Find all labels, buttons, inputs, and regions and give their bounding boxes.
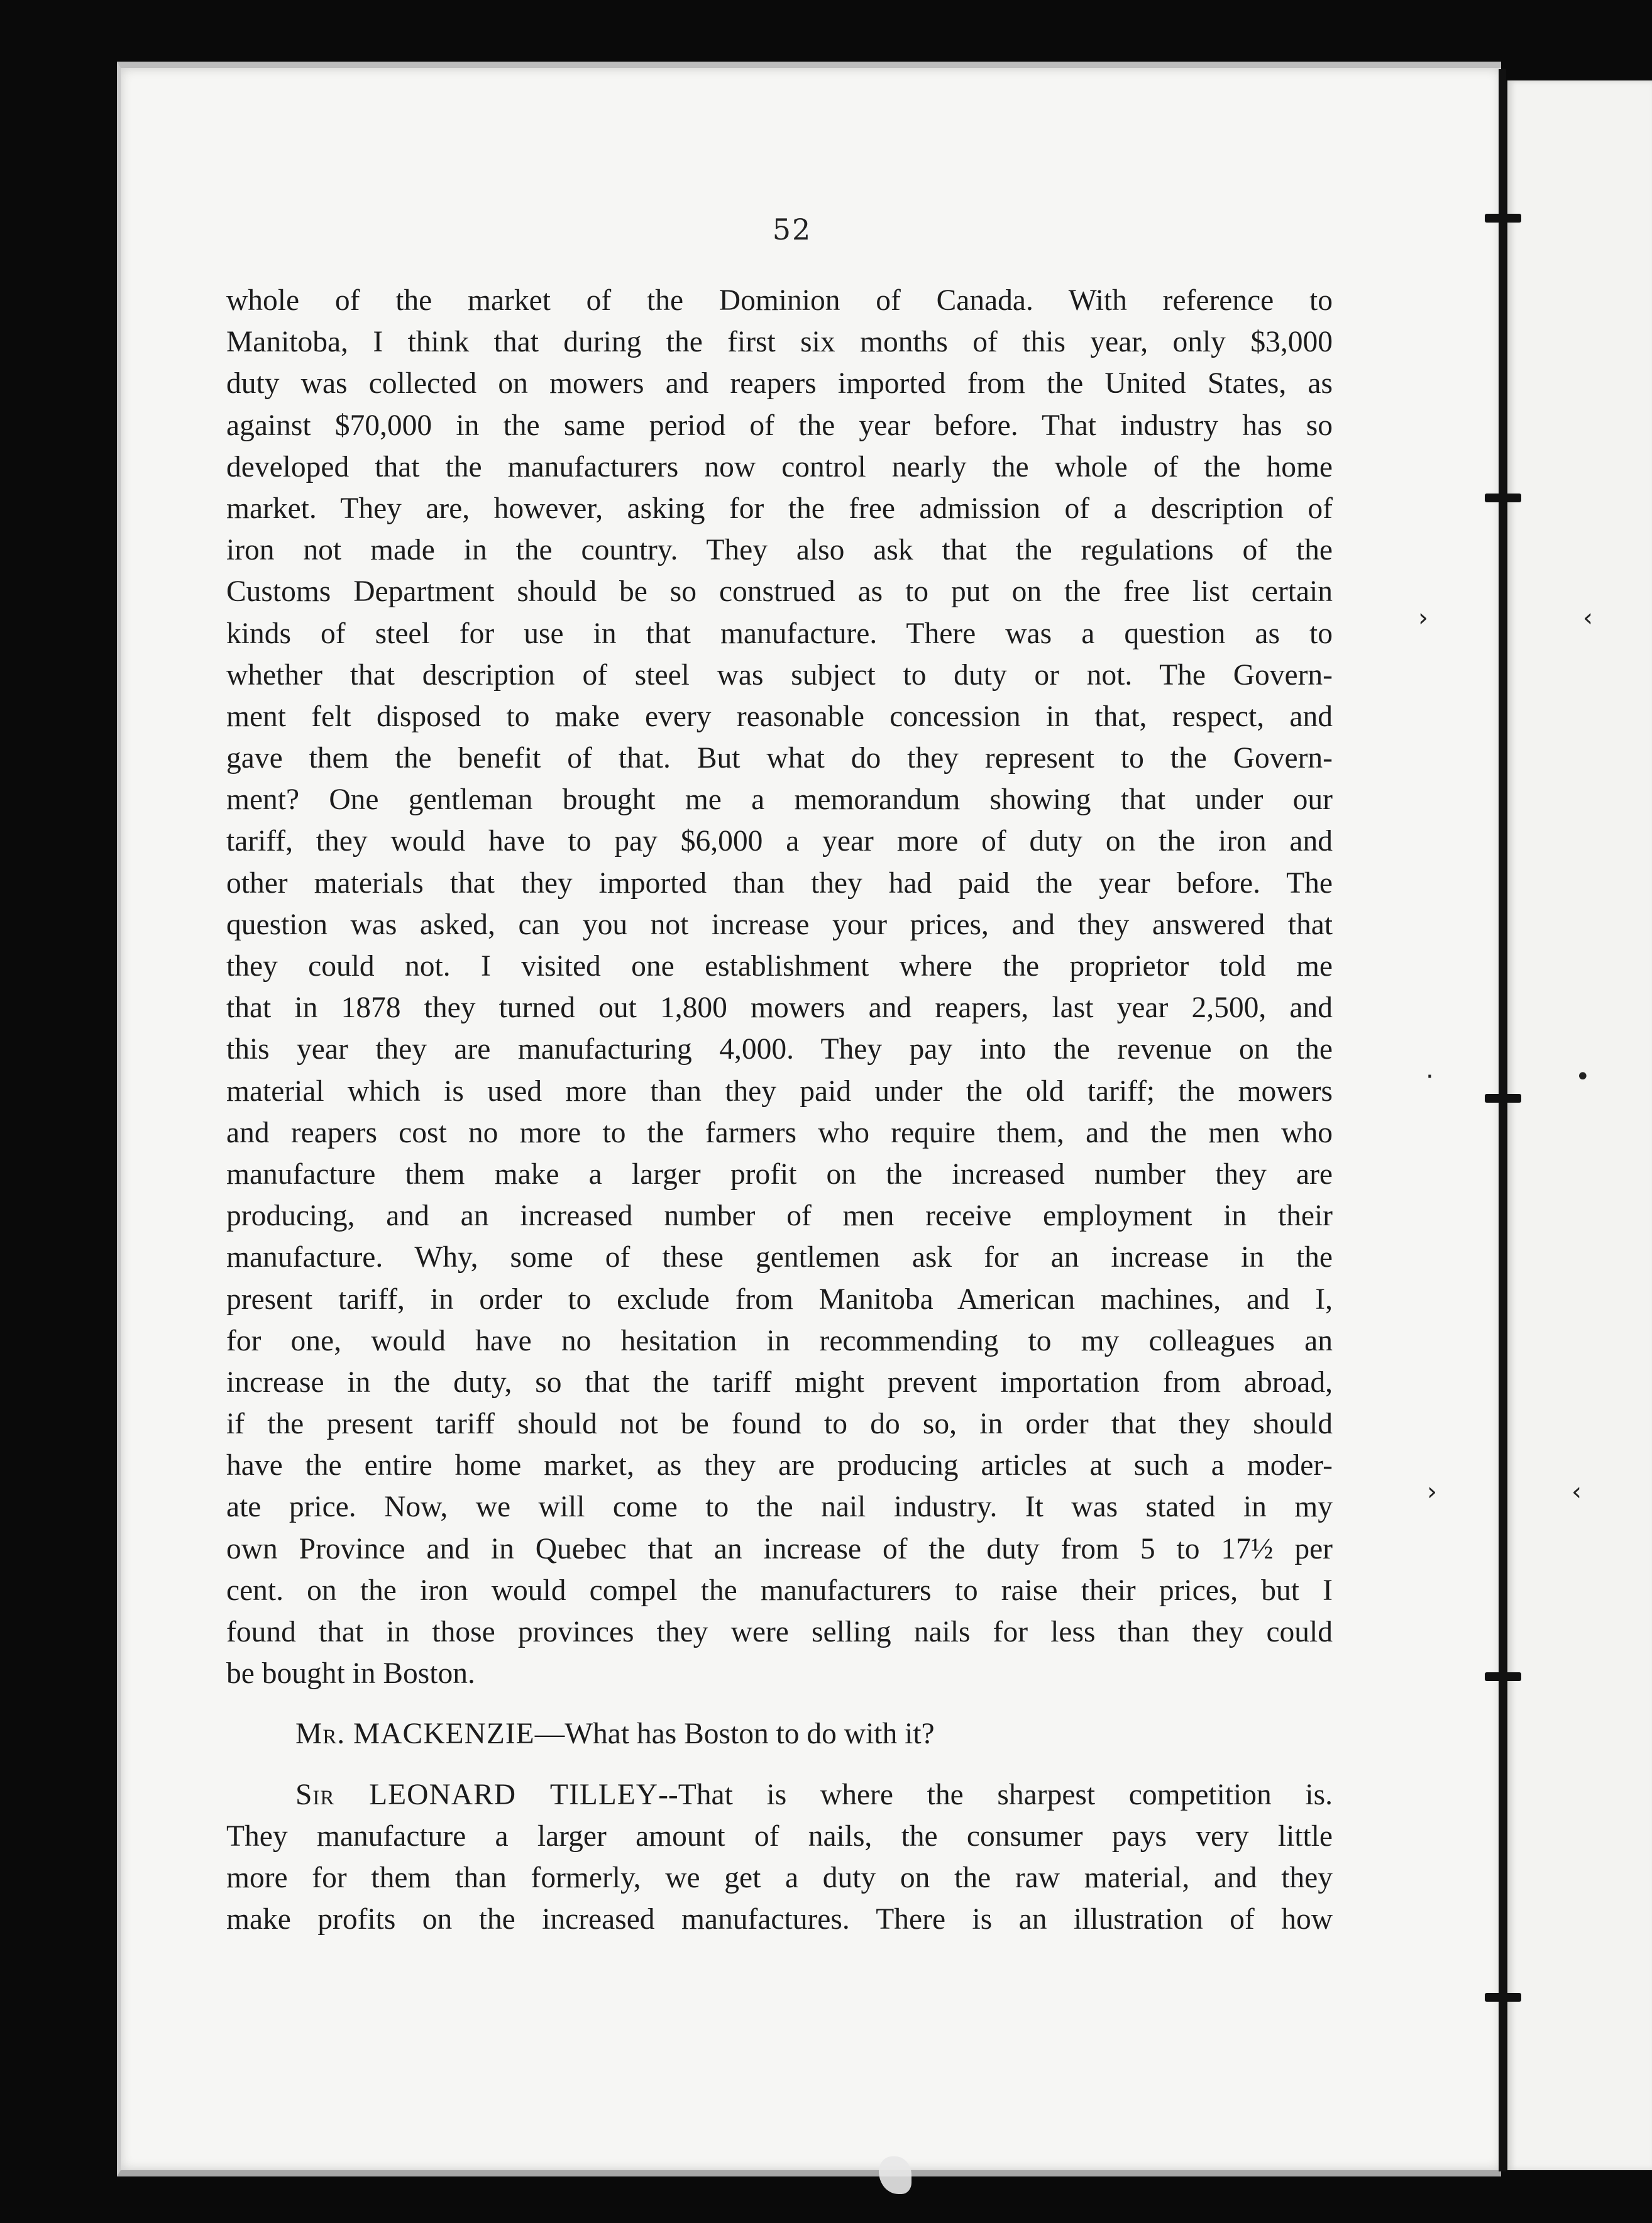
text-line: Customs Department should be so construed as to put on the free list certain <box>226 575 1333 609</box>
text-line: producing, and an increased number of men receive employment in their <box>226 1200 1333 1233</box>
paragraph-tilley <box>226 1774 1333 1941</box>
binding-mark <box>1485 494 1521 502</box>
text-line: make profits on the increased manufactures. There is an illustration of how <box>226 1903 1333 1936</box>
page-edge-tick: · <box>1426 1062 1434 1091</box>
text-line: if the present tariff should not be found to do so, in order that they should <box>226 1408 1333 1441</box>
text-line: they could not. I visited one establishment where the proprietor told me <box>226 950 1333 983</box>
text-line: ment? One gentleman brought me a memorandum showing that under our <box>226 783 1333 817</box>
text-line: kinds of steel for use in that manufacture. There was a question as to <box>226 617 1333 650</box>
text-line: developed that the manufacturers now control nearly the whole of the home <box>226 450 1333 483</box>
text-line: They manufacture a larger amount of nails, the consumer pays very little <box>226 1819 1333 1853</box>
text-line: be bought in Boston. <box>226 1657 475 1691</box>
binding-mark <box>1485 1094 1521 1103</box>
text-line: cent. on the iron would compel the manufacturers to raise their prices, but I <box>226 1574 1333 1607</box>
text-line <box>226 1713 1333 1755</box>
text-line: have the entire home market, as they are producing articles at such a moder- <box>226 1449 1333 1482</box>
binding-mark <box>1485 1993 1521 2002</box>
text-line: more for them than formerly, we get a duty on the raw material, and they <box>226 1861 1333 1894</box>
page-number: 52 <box>772 212 812 246</box>
text-line: this year they are manufacturing 4,000. They pay into the revenue on the <box>226 1033 1333 1066</box>
text-line: and reapers cost no more to the farmers who require them, and the men who <box>226 1116 1333 1149</box>
page-spine <box>1499 69 1506 2171</box>
text-line: question was asked, can you not increase your prices, and they answered that <box>226 908 1333 941</box>
text-line: increase in the duty, so that the tariff might prevent importation from abroad, <box>226 1365 1333 1399</box>
text-line: for one, would have no hesitation in recommending to my colleagues an <box>226 1324 1333 1357</box>
text-line: Manitoba, I think that during the first six months of this year, only $3,000 <box>226 326 1333 359</box>
text-line: found that in those provinces they were selling nails for less than they could <box>226 1616 1333 1648</box>
text-line: gave them the benefit of that. But what do they represent to the Govern- <box>226 742 1333 775</box>
text-line: own Province and in Quebec that an increase of the duty from 5 to 17½ per <box>226 1532 1333 1565</box>
text-line: manufacture. Why, some of these gentlemen ask for an increase in the <box>226 1241 1333 1274</box>
speech-text: —What has Boston to do with it? <box>534 1718 935 1751</box>
speaker-name: Sir LEONARD TILLEY <box>295 1778 659 1811</box>
text-line: material which is used more than they paid under the old tariff; the mowers <box>226 1074 1333 1108</box>
page-edge-tick: › <box>1427 1477 1437 1506</box>
text-line: ment felt disposed to make every reasonable concession in that, respect, and <box>226 700 1333 733</box>
text-line: present tariff, in order to exclude from Manitoba American machines, and I, <box>226 1282 1333 1316</box>
text-line: ate price. Now, we will come to the nail industry. It was stated in my <box>226 1491 1333 1524</box>
page-edge-tick: ‹ <box>1583 604 1593 632</box>
text-line: whether that description of steel was subject to duty or not. The Govern- <box>226 658 1333 692</box>
text-line: iron not made in the country. They also ask that the regulations of the <box>226 534 1333 567</box>
text-line: whole of the market of the Dominion of Canada. With reference to <box>226 284 1333 317</box>
paragraph-main <box>226 280 1333 1694</box>
text-line: market. They are, however, asking for the free admission of a description of <box>226 492 1333 525</box>
text-line <box>226 1774 1333 1816</box>
text-line: against $70,000 in the same period of the year before. That industry has so <box>226 409 1333 442</box>
page-edge-tick: • <box>1575 1062 1590 1091</box>
speech-text: --That is where the sharpest competition is. <box>658 1778 1333 1811</box>
page-edge-tick: › <box>1418 604 1428 632</box>
text-line: other materials that they imported than they had paid the year before. The <box>226 866 1333 900</box>
binding-mark <box>1485 1672 1521 1681</box>
adjacent-page-edge <box>1507 80 1652 2170</box>
text-line: duty was collected on mowers and reapers imported from the United States, as <box>226 367 1333 400</box>
body-text <box>226 280 1333 1940</box>
speaker-name: Mr. MACKENZIE <box>295 1718 535 1751</box>
text-line: tariff, they would have to pay $6,000 a year more of duty on the iron and <box>226 825 1333 858</box>
paragraph-mackenzie <box>226 1713 1333 1755</box>
page-edge-tick: ‹ <box>1572 1477 1582 1506</box>
text-line: that in 1878 they turned out 1,800 mowers and reapers, last year 2,500, and <box>226 991 1333 1025</box>
text-line: manufacture them make a larger profit on the increased number they are <box>226 1157 1333 1191</box>
